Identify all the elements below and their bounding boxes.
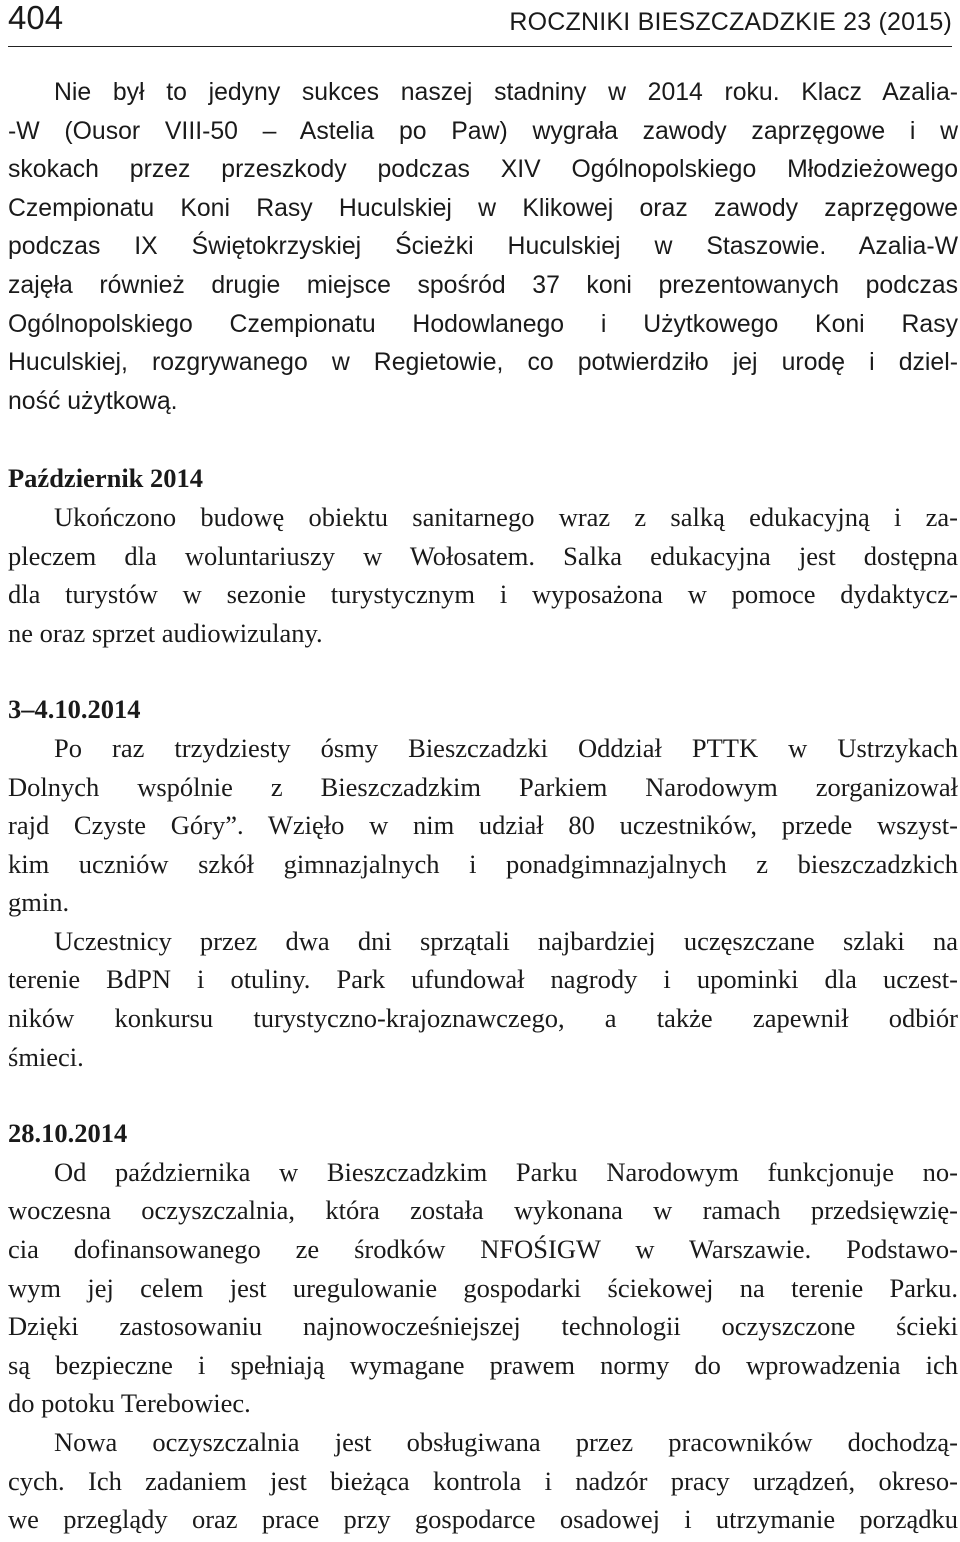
text-line: Po raz trzydziesty ósmy Bieszczadzki Oddział PTTK w Ustrzykach (54, 732, 958, 763)
text-line: kim uczniów szkół gimnazjalnych i ponadgimnazjalnych z bieszczadzkich (8, 848, 958, 879)
text-line: cych. Ich zadaniem jest bieżąca kontrola i nadzór pracy urządzeń, okreso- (8, 1465, 958, 1496)
text-line: do potoku Terebowiec. (8, 1388, 251, 1419)
text-line: Uczestnicy przez dwa dni sprzątali najbardziej uczęszczane szlaki na (54, 925, 958, 956)
text-line: Nowa oczyszczalnia jest obsługiwana przez pracowników dochodzą- (54, 1427, 958, 1457)
text-line: terenie BdPN i otuliny. Park ufundował nagrody i upominki dla uczest- (8, 964, 958, 995)
october-paragraph (8, 498, 958, 652)
text-line: Dzięki zastosowaniu najnowocześniejszej technologii oczyszczone ścieki (8, 1311, 958, 1342)
text-line: cia dofinansowanego ze środków NFOŚIGW w Warszawie. Podstawo- (8, 1234, 958, 1265)
section-heading-rally: 3–4.10.2014 (8, 694, 141, 725)
section-heading-october: Październik 2014 (8, 463, 204, 494)
page-header (8, 0, 952, 47)
page-body (8, 74, 958, 1539)
text-line: pleczem dla woluntariuszy w Wołosatem. Salka edukacyjna jest dostępna (8, 540, 958, 571)
text-line: zajęła również drugie miejsce spośród 37 koni prezentowanych podczas (8, 271, 958, 299)
text-line: Ukończono budowę obiektu sanitarnego wraz z salką edukacyjną i za- (54, 501, 958, 532)
section-gap (8, 652, 958, 690)
text-line: śmieci. (8, 1041, 84, 1072)
section-gap (8, 421, 958, 459)
section-gap (8, 1076, 958, 1114)
rally-paragraph-2 (8, 922, 958, 1076)
text-line: podczas IX Świętokrzyskiej Ścieżki Huculskiej w Staszowie. Azalia-W (8, 233, 958, 261)
rally-paragraph-1 (8, 729, 958, 922)
text-line: -W (Ousor VIII-50 – Astelia po Paw) wygrała zawody zaprzęgowe i w (8, 117, 958, 145)
text-line: Nie był to jedyny sukces naszej stadniny w 2014 roku. Klacz Azalia- (54, 79, 958, 106)
text-line: we przeglądy oraz prace przy gospodarce osadowej i utrzymanie porządku (8, 1504, 958, 1535)
text-line: rajd Czyste Góry”. Wzięło w nim udział 80 uczestników, przede wszyst- (8, 810, 958, 841)
text-line: ników konkursu turystyczno-krajoznawczego, a także zapewnił odbiór (8, 1003, 958, 1034)
text-line: Huculskiej, rozgrywanego w Regietowie, co potwierdziło jej urodę i dziel- (8, 349, 958, 377)
text-line: skokach przez przeszkody podczas XIV Ogólnopolskiego Młodzieżowego (8, 156, 958, 184)
plant-paragraph-2 (8, 1423, 958, 1539)
text-line: dla turystów w sezonie turystycznym i wyposażona w pomoce dydaktycz- (8, 579, 958, 610)
intro-paragraph (8, 74, 958, 421)
text-line: ność użytkową. (8, 387, 178, 415)
plant-paragraph-1 (8, 1153, 958, 1423)
text-line: wym jej celem jest uregulowanie gospodarki ściekowej na terenie Parku. (8, 1272, 958, 1303)
text-line: Ogólnopolskiego Czempionatu Hodowlanego i Użytkowego Koni Rasy (8, 310, 958, 338)
text-line: ne oraz sprzet audiowizulany. (8, 617, 323, 648)
text-line: Dolnych wspólnie z Bieszczadzkim Parkiem Narodowym zorganizował (8, 771, 958, 802)
text-line: woczesna oczyszczalnia, która została wykonana w ramach przedsięwzię- (8, 1195, 958, 1226)
text-line: Czempionatu Koni Rasy Huculskiej w Klikowej oraz zawody zaprzęgowe (8, 194, 958, 222)
text-line: są bezpieczne i spełniają wymagane prawem normy do wprowadzenia ich (8, 1349, 958, 1380)
page-number: 404 (8, 0, 64, 36)
text-line: Od października w Bieszczadzkim Parku Narodowym funkcjonuje no- (54, 1156, 958, 1187)
journal-title: ROCZNIKI BIESZCZADZKIE 23 (2015) (509, 8, 952, 36)
section-heading-plant: 28.10.2014 (8, 1118, 128, 1149)
text-line: gmin. (8, 887, 70, 918)
